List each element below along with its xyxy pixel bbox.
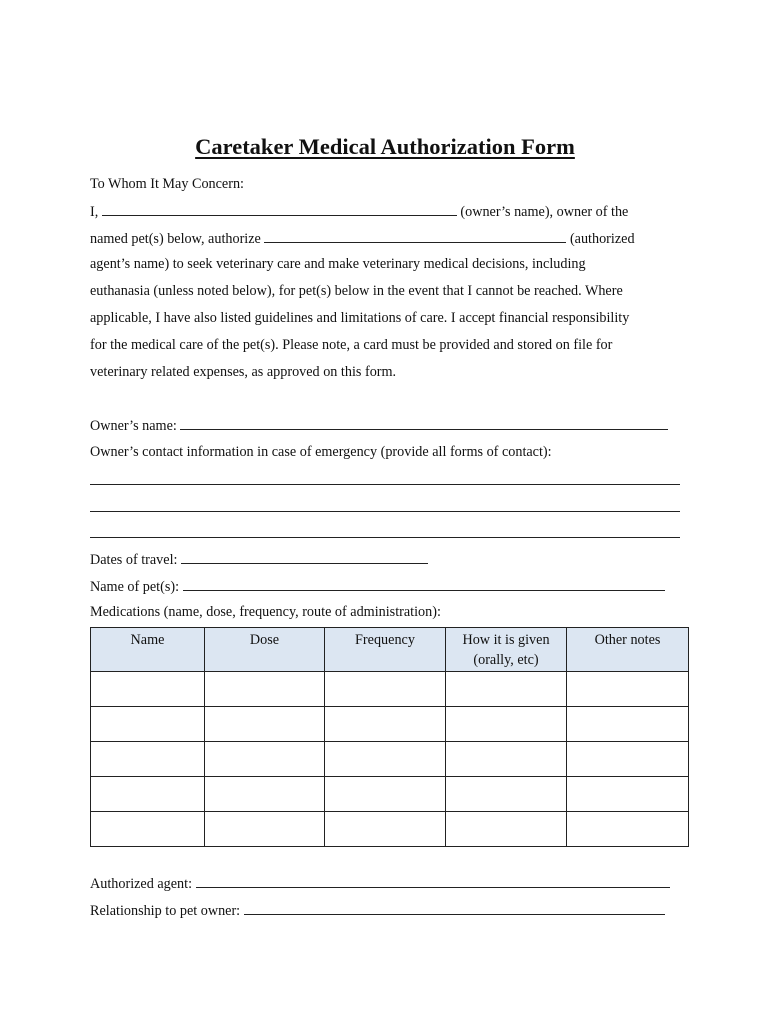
col-header-name: Name (91, 628, 205, 672)
col-header-how-given (446, 628, 567, 672)
table-cell[interactable] (446, 672, 567, 707)
intro-line-1-prefix: I, (90, 204, 99, 220)
owners-name-row (90, 416, 685, 435)
intro-line-5: applicable, I have also listed guidelines and limitations of care. I accept financial responsibility (90, 310, 630, 326)
salutation: To Whom It May Concern: (90, 176, 244, 192)
authorized-agent-input[interactable] (196, 874, 670, 888)
table-cell[interactable] (446, 777, 567, 812)
contact-label: Owner’s contact information in case of emergency (provide all forms of contact): (90, 444, 552, 460)
form-title: Caretaker Medical Authorization Form (195, 134, 575, 159)
table-row (91, 672, 689, 707)
dates-of-travel-label: Dates of travel: (90, 552, 178, 568)
table-cell[interactable] (205, 742, 325, 777)
intro-line-6: for the medical care of the pet(s). Please note, a card must be provided and stored on file for (90, 337, 613, 353)
intro-line-2 (90, 229, 685, 248)
medications-label: Medications (name, dose, frequency, route of administration): (90, 604, 441, 620)
table-cell[interactable] (567, 742, 689, 777)
table-row (91, 707, 689, 742)
dates-of-travel-row (90, 550, 685, 569)
table-cell[interactable] (91, 742, 205, 777)
col-header-how-given-line2: (orally, etc) (473, 652, 539, 668)
table-cell[interactable] (91, 672, 205, 707)
table-row (91, 742, 689, 777)
col-header-other-notes: Other notes (567, 628, 689, 672)
table-cell[interactable] (446, 812, 567, 847)
relationship-label: Relationship to pet owner: (90, 903, 241, 919)
dates-of-travel-input[interactable] (181, 550, 428, 564)
name-of-pets-label: Name of pet(s): (90, 579, 180, 595)
authorized-agent-row (90, 874, 685, 893)
table-cell[interactable] (325, 777, 446, 812)
table-cell[interactable] (567, 777, 689, 812)
owners-name-label: Owner’s name: (90, 418, 177, 434)
intro-line-4: euthanasia (unless noted below), for pet(s) below in the event that I cannot be reached. Where (90, 283, 623, 299)
table-header-row (91, 628, 689, 672)
owners-name-input[interactable] (180, 416, 668, 430)
intro-line-3: agent’s name) to seek veterinary care and make veterinary medical decisions, including (90, 256, 586, 272)
contact-line-2[interactable] (90, 511, 680, 512)
relationship-input[interactable] (244, 901, 665, 915)
table-cell[interactable] (205, 707, 325, 742)
table-cell[interactable] (567, 812, 689, 847)
table-cell[interactable] (567, 672, 689, 707)
table-cell[interactable] (446, 742, 567, 777)
table-cell[interactable] (91, 812, 205, 847)
table-cell[interactable] (325, 812, 446, 847)
medications-table (90, 627, 689, 847)
table-cell[interactable] (567, 707, 689, 742)
table-cell[interactable] (446, 707, 567, 742)
table-cell[interactable] (205, 672, 325, 707)
intro-line-2-suffix: (authorized (569, 231, 635, 247)
contact-line-1[interactable] (90, 484, 680, 485)
table-cell[interactable] (91, 777, 205, 812)
authorized-agent-label: Authorized agent: (90, 876, 193, 892)
owner-name-blank[interactable] (102, 202, 457, 216)
table-row (91, 777, 689, 812)
table-cell[interactable] (325, 742, 446, 777)
table-cell[interactable] (205, 812, 325, 847)
name-of-pets-input[interactable] (183, 577, 665, 591)
table-row (91, 812, 689, 847)
contact-line-3[interactable] (90, 537, 680, 538)
table-cell[interactable] (325, 672, 446, 707)
relationship-row (90, 901, 685, 920)
intro-line-7: veterinary related expenses, as approved on this form. (90, 364, 397, 380)
table-cell[interactable] (325, 707, 446, 742)
authorized-agent-blank[interactable] (264, 229, 566, 243)
intro-line-1-suffix: (owner’s name), owner of the (460, 204, 629, 220)
intro-line-1 (90, 202, 685, 221)
col-header-how-given-line1: How it is given (462, 632, 550, 648)
name-of-pets-row (90, 577, 685, 596)
table-cell[interactable] (205, 777, 325, 812)
col-header-dose: Dose (205, 628, 325, 672)
col-header-frequency: Frequency (325, 628, 446, 672)
intro-line-2-prefix: named pet(s) below, authorize (90, 231, 261, 247)
form-page (90, 0, 680, 1024)
table-cell[interactable] (91, 707, 205, 742)
